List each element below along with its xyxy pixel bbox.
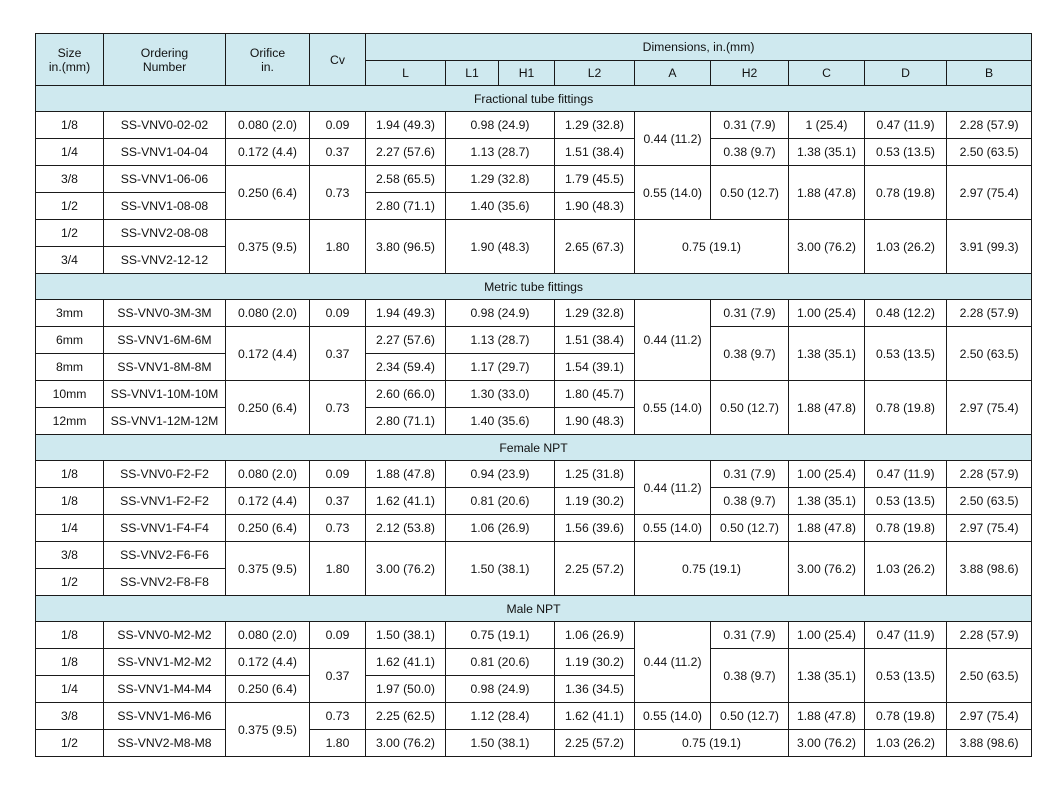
cell-d: 0.78 (19.8) xyxy=(865,166,947,220)
cell-b: 2.50 (63.5) xyxy=(947,488,1032,515)
cell-l: 2.60 (66.0) xyxy=(366,381,446,408)
cell-size: 1/8 xyxy=(36,461,104,488)
cell-ordering-number: SS-VNV1-M4-M4 xyxy=(104,676,226,703)
cell-size: 6mm xyxy=(36,327,104,354)
cell-d: 1.03 (26.2) xyxy=(865,730,947,757)
cell-ordering-number: SS-VNV1-M6-M6 xyxy=(104,703,226,730)
valve-dimensions-table xyxy=(35,33,1032,757)
cell-size: 3/8 xyxy=(36,703,104,730)
cell-l1-h1: 0.98 (24.9) xyxy=(446,300,555,327)
cell-ordering-number: SS-VNV1-8M-8M xyxy=(104,354,226,381)
cell-b: 3.88 (98.6) xyxy=(947,542,1032,596)
cell-orifice: 0.172 (4.4) xyxy=(226,139,310,166)
cell-b: 2.50 (63.5) xyxy=(947,139,1032,166)
table-row xyxy=(36,327,1032,354)
cell-d: 0.53 (13.5) xyxy=(865,649,947,703)
table-row xyxy=(36,649,1032,676)
cell-cv: 0.37 xyxy=(310,327,366,381)
cell-size: 1/2 xyxy=(36,730,104,757)
cell-c: 1.00 (25.4) xyxy=(789,622,865,649)
cell-ordering-number: SS-VNV1-12M-12M xyxy=(104,408,226,435)
cell-l2: 1.90 (48.3) xyxy=(555,193,635,220)
cell-l1-h1: 1.06 (26.9) xyxy=(446,515,555,542)
cell-l2: 1.54 (39.1) xyxy=(555,354,635,381)
cell-d: 1.03 (26.2) xyxy=(865,220,947,274)
header-dim-l1: L1 xyxy=(446,61,499,86)
cell-cv: 0.09 xyxy=(310,112,366,139)
cell-cv: 0.37 xyxy=(310,139,366,166)
cell-l1-h1: 1.30 (33.0) xyxy=(446,381,555,408)
cell-c: 1.00 (25.4) xyxy=(789,300,865,327)
cell-l: 3.00 (76.2) xyxy=(366,542,446,596)
cell-cv: 0.09 xyxy=(310,461,366,488)
cell-orifice: 0.375 (9.5) xyxy=(226,542,310,596)
cell-l2: 1.25 (31.8) xyxy=(555,461,635,488)
cell-b: 2.97 (75.4) xyxy=(947,515,1032,542)
cell-orifice: 0.172 (4.4) xyxy=(226,649,310,676)
cell-l: 2.80 (71.1) xyxy=(366,193,446,220)
cell-orifice: 0.250 (6.4) xyxy=(226,515,310,542)
cell-l2: 1.29 (32.8) xyxy=(555,300,635,327)
cell-l2: 2.25 (57.2) xyxy=(555,542,635,596)
header-dim-b: B xyxy=(947,61,1032,86)
cell-l: 2.27 (57.6) xyxy=(366,139,446,166)
cell-l: 3.00 (76.2) xyxy=(366,730,446,757)
cell-c: 1.00 (25.4) xyxy=(789,461,865,488)
header-dim-d: D xyxy=(865,61,947,86)
cell-size: 3/8 xyxy=(36,166,104,193)
cell-b: 2.97 (75.4) xyxy=(947,703,1032,730)
cell-size: 12mm xyxy=(36,408,104,435)
cell-h2: 0.50 (12.7) xyxy=(711,515,789,542)
cell-a: 0.44 (11.2) xyxy=(635,622,711,703)
cell-cv: 0.09 xyxy=(310,622,366,649)
cell-h2: 0.31 (7.9) xyxy=(711,622,789,649)
cell-size: 1/2 xyxy=(36,569,104,596)
cell-h2: 0.50 (12.7) xyxy=(711,166,789,220)
cell-d: 0.78 (19.8) xyxy=(865,381,947,435)
header-ordering-number: Ordering Number xyxy=(104,34,226,86)
cell-ordering-number: SS-VNV0-3M-3M xyxy=(104,300,226,327)
cell-c: 3.00 (76.2) xyxy=(789,542,865,596)
cell-h2: 0.38 (9.7) xyxy=(711,327,789,381)
cell-cv: 0.73 xyxy=(310,381,366,435)
cell-l: 3.80 (96.5) xyxy=(366,220,446,274)
cell-l1-h1: 0.75 (19.1) xyxy=(446,622,555,649)
cell-l1-h1: 1.13 (28.7) xyxy=(446,139,555,166)
cell-size: 1/8 xyxy=(36,488,104,515)
header-dim-c: C xyxy=(789,61,865,86)
cell-ordering-number: SS-VNV2-08-08 xyxy=(104,220,226,247)
cell-size: 1/4 xyxy=(36,139,104,166)
table-row xyxy=(36,220,1032,247)
cell-cv: 0.73 xyxy=(310,166,366,220)
cell-ordering-number: SS-VNV2-M8-M8 xyxy=(104,730,226,757)
cell-l2: 1.29 (32.8) xyxy=(555,112,635,139)
section-metric: Metric tube fittings xyxy=(36,274,1032,300)
cell-l1-h1: 1.90 (48.3) xyxy=(446,220,555,274)
cell-b: 2.97 (75.4) xyxy=(947,166,1032,220)
cell-orifice: 0.375 (9.5) xyxy=(226,703,310,757)
cell-l1-h1: 1.29 (32.8) xyxy=(446,166,555,193)
table-row xyxy=(36,381,1032,408)
cell-c: 1.88 (47.8) xyxy=(789,515,865,542)
cell-d: 1.03 (26.2) xyxy=(865,542,947,596)
cell-cv: 0.73 xyxy=(310,515,366,542)
cell-ordering-number: SS-VNV0-M2-M2 xyxy=(104,622,226,649)
cell-c: 3.00 (76.2) xyxy=(789,220,865,274)
header-dim-h1: H1 xyxy=(499,61,555,86)
cell-h2: 0.38 (9.7) xyxy=(711,649,789,703)
cell-orifice: 0.172 (4.4) xyxy=(226,327,310,381)
cell-c: 1.38 (35.1) xyxy=(789,649,865,703)
cell-ordering-number: SS-VNV2-F8-F8 xyxy=(104,569,226,596)
cell-cv: 1.80 xyxy=(310,220,366,274)
cell-d: 0.78 (19.8) xyxy=(865,703,947,730)
table-row xyxy=(36,730,1032,757)
cell-l2: 1.80 (45.7) xyxy=(555,381,635,408)
cell-l: 1.94 (49.3) xyxy=(366,300,446,327)
cell-b: 2.28 (57.9) xyxy=(947,112,1032,139)
table-row xyxy=(36,703,1032,730)
cell-ordering-number: SS-VNV2-F6-F6 xyxy=(104,542,226,569)
cell-ordering-number: SS-VNV0-F2-F2 xyxy=(104,461,226,488)
table-row xyxy=(36,112,1032,139)
cell-l1-h1: 1.50 (38.1) xyxy=(446,730,555,757)
header-dim-h2: H2 xyxy=(711,61,789,86)
table-row xyxy=(36,542,1032,569)
cell-l: 1.62 (41.1) xyxy=(366,649,446,676)
cell-b: 2.50 (63.5) xyxy=(947,327,1032,381)
cell-h2: 0.50 (12.7) xyxy=(711,703,789,730)
cell-l1-h1: 0.94 (23.9) xyxy=(446,461,555,488)
cell-l: 2.12 (53.8) xyxy=(366,515,446,542)
cell-b: 2.50 (63.5) xyxy=(947,649,1032,703)
cell-ordering-number: SS-VNV1-M2-M2 xyxy=(104,649,226,676)
cell-a: 0.44 (11.2) xyxy=(635,112,711,166)
cell-c: 3.00 (76.2) xyxy=(789,730,865,757)
cell-l1-h1: 1.17 (29.7) xyxy=(446,354,555,381)
cell-b: 3.88 (98.6) xyxy=(947,730,1032,757)
cell-l: 1.94 (49.3) xyxy=(366,112,446,139)
header-cv: Cv xyxy=(310,34,366,86)
cell-l1-h1: 1.12 (28.4) xyxy=(446,703,555,730)
cell-l1-h1: 0.98 (24.9) xyxy=(446,676,555,703)
cell-cv: 1.80 xyxy=(310,730,366,757)
cell-ordering-number: SS-VNV1-F2-F2 xyxy=(104,488,226,515)
cell-c: 1 (25.4) xyxy=(789,112,865,139)
cell-a-h2: 0.75 (19.1) xyxy=(635,220,789,274)
cell-l: 1.97 (50.0) xyxy=(366,676,446,703)
cell-a: 0.55 (14.0) xyxy=(635,381,711,435)
cell-c: 1.88 (47.8) xyxy=(789,381,865,435)
cell-size: 3/8 xyxy=(36,542,104,569)
table-row xyxy=(36,461,1032,488)
cell-l2: 1.90 (48.3) xyxy=(555,408,635,435)
cell-ordering-number: SS-VNV1-04-04 xyxy=(104,139,226,166)
cell-l2: 1.51 (38.4) xyxy=(555,139,635,166)
cell-ordering-number: SS-VNV2-12-12 xyxy=(104,247,226,274)
cell-b: 2.28 (57.9) xyxy=(947,622,1032,649)
cell-h2: 0.31 (7.9) xyxy=(711,112,789,139)
cell-b: 2.28 (57.9) xyxy=(947,461,1032,488)
cell-a: 0.55 (14.0) xyxy=(635,703,711,730)
header-orifice: Orifice in. xyxy=(226,34,310,86)
cell-d: 0.53 (13.5) xyxy=(865,488,947,515)
cell-l2: 1.79 (45.5) xyxy=(555,166,635,193)
cell-size: 1/4 xyxy=(36,515,104,542)
cell-h2: 0.31 (7.9) xyxy=(711,461,789,488)
table-row xyxy=(36,166,1032,193)
cell-b: 2.28 (57.9) xyxy=(947,300,1032,327)
cell-l: 2.25 (62.5) xyxy=(366,703,446,730)
cell-l1-h1: 1.13 (28.7) xyxy=(446,327,555,354)
cell-cv: 1.80 xyxy=(310,542,366,596)
cell-l2: 1.62 (41.1) xyxy=(555,703,635,730)
cell-size: 8mm xyxy=(36,354,104,381)
section-female-npt: Female NPT xyxy=(36,435,1032,461)
cell-l1-h1: 0.81 (20.6) xyxy=(446,649,555,676)
cell-d: 0.47 (11.9) xyxy=(865,461,947,488)
cell-c: 1.38 (35.1) xyxy=(789,327,865,381)
cell-l: 2.27 (57.6) xyxy=(366,327,446,354)
cell-d: 0.78 (19.8) xyxy=(865,515,947,542)
cell-d: 0.53 (13.5) xyxy=(865,327,947,381)
cell-l2: 1.06 (26.9) xyxy=(555,622,635,649)
table-row xyxy=(36,300,1032,327)
cell-orifice: 0.250 (6.4) xyxy=(226,166,310,220)
cell-orifice: 0.080 (2.0) xyxy=(226,300,310,327)
cell-l2: 1.36 (34.5) xyxy=(555,676,635,703)
cell-size: 1/8 xyxy=(36,622,104,649)
cell-b: 3.91 (99.3) xyxy=(947,220,1032,274)
cell-size: 3/4 xyxy=(36,247,104,274)
cell-orifice: 0.250 (6.4) xyxy=(226,676,310,703)
cell-size: 1/4 xyxy=(36,676,104,703)
cell-c: 1.88 (47.8) xyxy=(789,166,865,220)
cell-a-h2: 0.75 (19.1) xyxy=(635,730,789,757)
cell-ordering-number: SS-VNV1-10M-10M xyxy=(104,381,226,408)
cell-l: 2.34 (59.4) xyxy=(366,354,446,381)
cell-l2: 2.65 (67.3) xyxy=(555,220,635,274)
cell-size: 3mm xyxy=(36,300,104,327)
cell-l: 1.88 (47.8) xyxy=(366,461,446,488)
cell-ordering-number: SS-VNV1-6M-6M xyxy=(104,327,226,354)
cell-l: 1.62 (41.1) xyxy=(366,488,446,515)
cell-l: 1.50 (38.1) xyxy=(366,622,446,649)
cell-l2: 1.19 (30.2) xyxy=(555,488,635,515)
cell-cv: 0.37 xyxy=(310,649,366,703)
header-dim-a: A xyxy=(635,61,711,86)
header-dim-l: L xyxy=(366,61,446,86)
cell-cv: 0.73 xyxy=(310,703,366,730)
cell-a-h2: 0.75 (19.1) xyxy=(635,542,789,596)
cell-l1-h1: 1.40 (35.6) xyxy=(446,193,555,220)
cell-c: 1.88 (47.8) xyxy=(789,703,865,730)
cell-l1-h1: 1.50 (38.1) xyxy=(446,542,555,596)
cell-h2: 0.31 (7.9) xyxy=(711,300,789,327)
cell-orifice: 0.080 (2.0) xyxy=(226,461,310,488)
section-fractional: Fractional tube fittings xyxy=(36,86,1032,112)
header-size: Size in.(mm) xyxy=(36,34,104,86)
cell-l1-h1: 0.98 (24.9) xyxy=(446,112,555,139)
cell-ordering-number: SS-VNV0-02-02 xyxy=(104,112,226,139)
cell-size: 10mm xyxy=(36,381,104,408)
cell-d: 0.53 (13.5) xyxy=(865,139,947,166)
cell-d: 0.47 (11.9) xyxy=(865,622,947,649)
cell-cv: 0.37 xyxy=(310,488,366,515)
cell-c: 1.38 (35.1) xyxy=(789,488,865,515)
cell-l2: 1.56 (39.6) xyxy=(555,515,635,542)
cell-size: 1/2 xyxy=(36,220,104,247)
cell-orifice: 0.080 (2.0) xyxy=(226,622,310,649)
cell-h2: 0.38 (9.7) xyxy=(711,488,789,515)
table-row xyxy=(36,622,1032,649)
cell-ordering-number: SS-VNV1-08-08 xyxy=(104,193,226,220)
cell-a: 0.55 (14.0) xyxy=(635,515,711,542)
cell-c: 1.38 (35.1) xyxy=(789,139,865,166)
cell-h2: 0.38 (9.7) xyxy=(711,139,789,166)
table-row xyxy=(36,488,1032,515)
cell-orifice: 0.375 (9.5) xyxy=(226,220,310,274)
cell-l: 2.58 (65.5) xyxy=(366,166,446,193)
table-row xyxy=(36,139,1032,166)
cell-a: 0.55 (14.0) xyxy=(635,166,711,220)
section-male-npt: Male NPT xyxy=(36,596,1032,622)
cell-l1-h1: 0.81 (20.6) xyxy=(446,488,555,515)
cell-ordering-number: SS-VNV1-06-06 xyxy=(104,166,226,193)
cell-orifice: 0.080 (2.0) xyxy=(226,112,310,139)
cell-size: 1/8 xyxy=(36,649,104,676)
cell-l2: 2.25 (57.2) xyxy=(555,730,635,757)
cell-d: 0.48 (12.2) xyxy=(865,300,947,327)
cell-orifice: 0.250 (6.4) xyxy=(226,381,310,435)
cell-l: 2.80 (71.1) xyxy=(366,408,446,435)
header-dim-l2: L2 xyxy=(555,61,635,86)
cell-orifice: 0.172 (4.4) xyxy=(226,488,310,515)
cell-d: 0.47 (11.9) xyxy=(865,112,947,139)
cell-l1-h1: 1.40 (35.6) xyxy=(446,408,555,435)
cell-size: 1/8 xyxy=(36,112,104,139)
cell-h2: 0.50 (12.7) xyxy=(711,381,789,435)
table-row xyxy=(36,515,1032,542)
header-dimensions: Dimensions, in.(mm) xyxy=(366,34,1032,61)
cell-l2: 1.51 (38.4) xyxy=(555,327,635,354)
cell-cv: 0.09 xyxy=(310,300,366,327)
cell-a: 0.44 (11.2) xyxy=(635,300,711,381)
cell-a: 0.44 (11.2) xyxy=(635,461,711,515)
cell-ordering-number: SS-VNV1-F4-F4 xyxy=(104,515,226,542)
cell-size: 1/2 xyxy=(36,193,104,220)
cell-l2: 1.19 (30.2) xyxy=(555,649,635,676)
cell-b: 2.97 (75.4) xyxy=(947,381,1032,435)
